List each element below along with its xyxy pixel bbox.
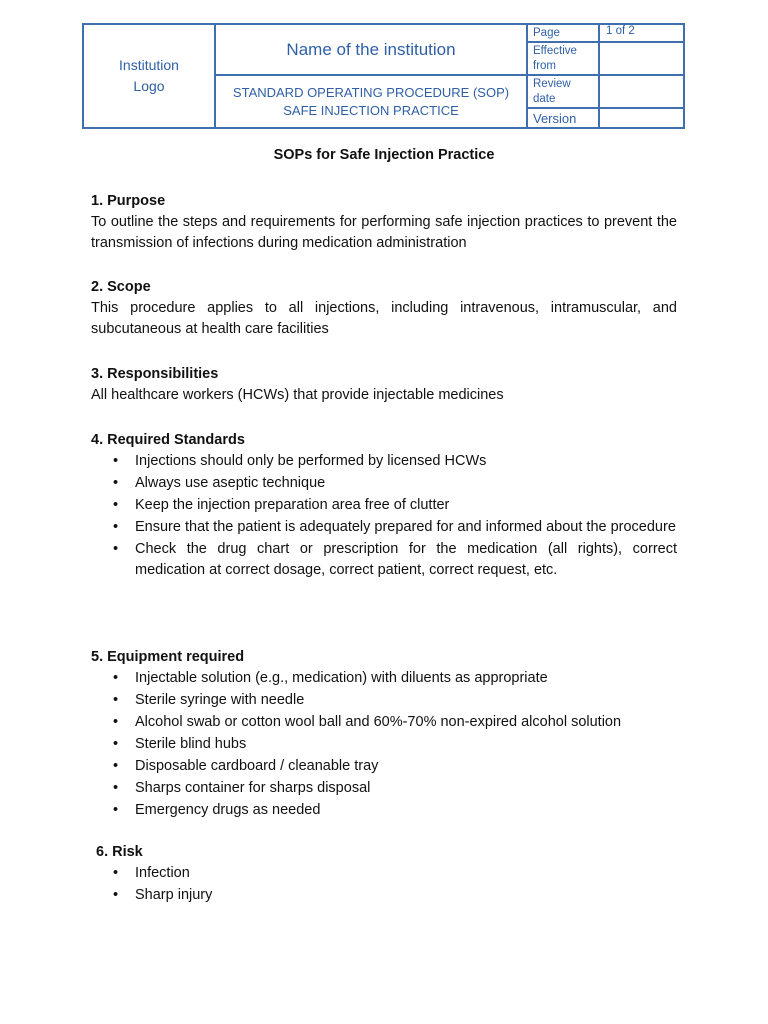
effective-from-label	[527, 42, 599, 75]
section-equipment-required	[91, 647, 677, 822]
section-required-standards	[91, 430, 677, 582]
institution-logo-placeholder	[83, 24, 215, 128]
list-item: • Sterile syringe with needle	[91, 690, 677, 711]
effective-from-value	[599, 42, 684, 75]
review-label-line-1: Review	[533, 77, 571, 90]
logo-line-2: Logo	[133, 78, 165, 94]
list-item: • Emergency drugs as needed	[91, 800, 677, 821]
section-risk	[96, 842, 682, 907]
document-header-table	[82, 23, 685, 129]
equipment-list	[91, 668, 677, 821]
page-label: Page	[527, 24, 599, 42]
list-item: • Injectable solution (e.g., medication) with diluents as appropriate	[91, 668, 677, 689]
version-value	[599, 108, 684, 128]
scope-text: This procedure applies to all injections, including intravenous, intramuscular, and subcutaneous at health care facilities	[91, 300, 677, 337]
list-item: • Injections should only be performed by licensed HCWs	[91, 451, 677, 472]
responsibilities-text: All healthcare workers (HCWs) that provide injectable medicines	[91, 387, 504, 403]
responsibilities-heading: 3. Responsibilities	[91, 366, 219, 382]
list-item: • Infection	[91, 863, 682, 884]
list-item: • Always use aseptic technique	[91, 473, 677, 494]
list-item: • Ensure that the patient is adequately prepared for and informed about the procedure	[91, 517, 677, 538]
list-item: • Sharp injury	[91, 885, 682, 906]
list-item: • Sterile blind hubs	[91, 734, 677, 755]
document-title: SOPs for Safe Injection Practice	[273, 147, 495, 163]
list-item: • Alcohol swab or cotton wool ball and 60%-70% non-expired alcohol solution	[91, 712, 677, 733]
section-purpose	[91, 191, 677, 254]
sop-title-line-1: STANDARD OPERATING PROCEDURE (SOP)	[232, 84, 510, 100]
logo-line-1: Institution	[119, 57, 179, 73]
effective-label-line-1: Effective	[533, 44, 577, 57]
sop-title	[215, 75, 527, 128]
sop-title-line-2: SAFE INJECTION PRACTICE	[283, 102, 459, 118]
risk-list	[91, 863, 682, 906]
review-date-label	[527, 75, 599, 108]
list-item: • Check the drug chart or prescription for the medication (all rights), correct medication at correct dosage, correct patient, correct request, etc.	[91, 539, 677, 581]
page-value: 1 of 2	[599, 24, 684, 42]
standards-heading: 4. Required Standards	[91, 432, 245, 448]
review-label-line-2: date	[533, 92, 556, 105]
standards-list	[91, 451, 677, 581]
list-item: • Disposable cardboard / cleanable tray	[91, 756, 677, 777]
purpose-heading: 1. Purpose	[91, 193, 166, 209]
risk-heading: 6. Risk	[96, 844, 143, 860]
version-label: Version	[527, 108, 599, 128]
scope-heading: 2. Scope	[91, 279, 151, 295]
section-scope	[91, 277, 677, 340]
section-responsibilities	[91, 364, 677, 406]
list-item: • Sharps container for sharps disposal	[91, 778, 677, 799]
purpose-text: To outline the steps and requirements for performing safe injection practices to prevent the transmission of infections during medication administration	[91, 214, 677, 251]
effective-label-line-2: from	[533, 59, 556, 72]
review-date-value	[599, 75, 684, 108]
institution-name: Name of the institution	[215, 24, 527, 75]
list-item: • Keep the injection preparation area free of clutter	[91, 495, 677, 516]
equipment-heading: 5. Equipment required	[91, 649, 245, 665]
